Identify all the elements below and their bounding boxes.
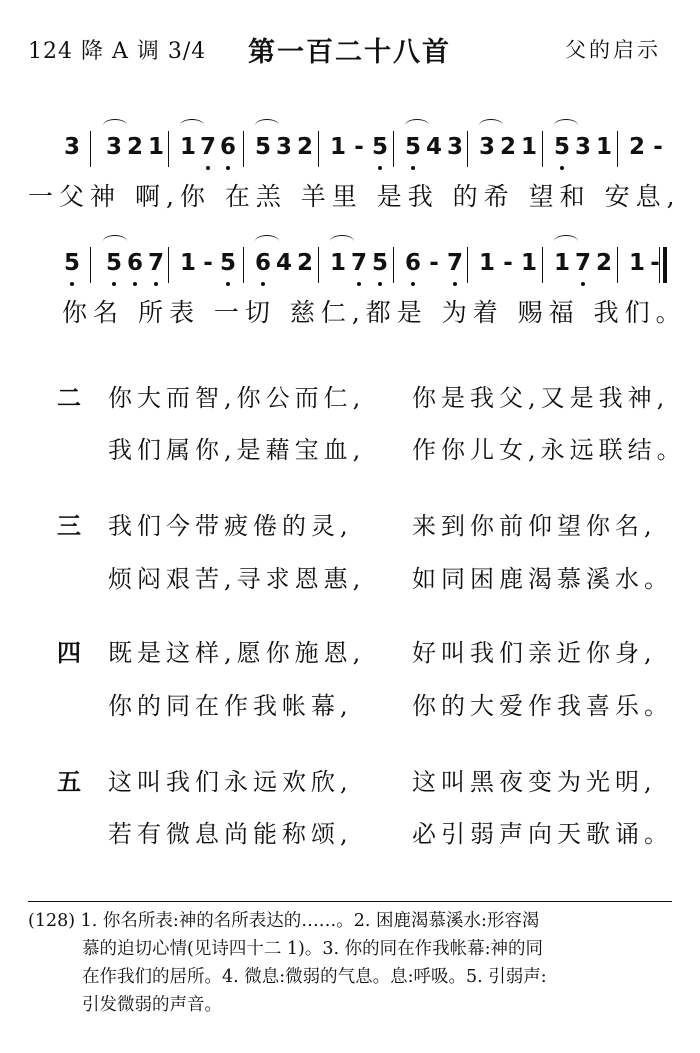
hymn-title: 第一百二十八首: [248, 37, 451, 68]
note: 1: [520, 134, 537, 160]
footnote-line: 在作我们的居所。4. 微息:微弱的气息。息:呼吸。5. 引弱声:: [82, 967, 547, 987]
low-octave-dot: [70, 282, 74, 286]
low-octave-dot: [411, 166, 415, 170]
footnote: [28, 907, 678, 1019]
bar-line: [90, 131, 91, 167]
verse-line: 烦闷艰苦,寻求恩惠,: [108, 565, 366, 593]
low-octave-dot: [453, 282, 457, 286]
footnote-line: 慕的迫切心情(见诗四十二 1)。3. 你的同在作我帐幕:神的同: [82, 939, 544, 959]
bar-line: [617, 247, 618, 283]
note: 5: [254, 134, 271, 160]
note: 5: [219, 250, 236, 276]
hymn-number-key: 124 降 A 调 3/4: [28, 39, 207, 64]
note: 6: [126, 250, 143, 276]
footnote-divider: [28, 901, 672, 902]
verse-number: 三: [57, 511, 81, 540]
note: 1: [628, 250, 645, 276]
footnote-line: 引发微弱的声音。: [82, 995, 222, 1015]
note: -: [354, 134, 364, 160]
final-bar-line: [659, 247, 667, 283]
lyrics-line-2: 你名 所表 一切 慈仁,都是 为着 赐福 我们。: [62, 298, 687, 327]
note: 1: [179, 250, 196, 276]
low-octave-dot: [206, 166, 210, 170]
verse-line: 你的同在作我帐幕,: [108, 692, 353, 720]
verse-line: 你大而智,你公而仁,: [108, 384, 366, 412]
low-octave-dot: [226, 282, 230, 286]
note: 5: [371, 134, 388, 160]
verse-line: 作你儿女,永远联结。: [412, 436, 686, 464]
note: 7: [574, 250, 591, 276]
note: 3: [275, 134, 292, 160]
note: 7: [446, 250, 463, 276]
lyrics-line-1: 一父神 啊,你 在羔 羊里 是我 的希 望和 安息,: [28, 182, 681, 211]
note: 5: [553, 134, 570, 160]
low-octave-dot: [261, 282, 265, 286]
note: 4: [425, 134, 442, 160]
bar-line: [243, 131, 244, 167]
verse-line: 必引弱声向天歌诵。: [412, 820, 673, 848]
note: 5: [63, 250, 80, 276]
footnote-line: (128) 1. 你名所表:神的名所表达的……。2. 困鹿渴慕溪水:形容渴: [28, 911, 540, 931]
bar-line: [617, 131, 618, 167]
verse-line: 好叫我们亲近你身,: [412, 639, 657, 667]
note: 6: [254, 250, 271, 276]
note: 2: [126, 134, 143, 160]
score-line-1: [0, 127, 700, 167]
verse-line: 若有微息尚能称颂,: [108, 820, 353, 848]
note: -: [503, 250, 513, 276]
note: 6: [404, 250, 421, 276]
note: 1: [329, 250, 346, 276]
note: 2: [499, 134, 516, 160]
note: 6: [219, 134, 236, 160]
verse-line: 这叫我们永远欢欣,: [108, 768, 353, 796]
note: -: [203, 250, 213, 276]
note: 3: [446, 134, 463, 160]
bar-line: [467, 131, 468, 167]
bar-line: [168, 131, 169, 167]
note: 3: [105, 134, 122, 160]
low-octave-dot: [226, 166, 230, 170]
bar-line: [542, 131, 543, 167]
low-octave-dot: [112, 282, 116, 286]
note: 7: [350, 250, 367, 276]
bar-line: [542, 247, 543, 283]
note: 5: [404, 134, 421, 160]
bar-line: [467, 247, 468, 283]
note: 2: [296, 250, 313, 276]
note: 3: [574, 134, 591, 160]
verse-line: 我们属你,是藉宝血,: [108, 436, 366, 464]
verse-line: 如同困鹿渴慕溪水。: [412, 565, 673, 593]
low-octave-dot: [154, 282, 158, 286]
hymn-subtitle: 父的启示: [565, 38, 661, 62]
note: 3: [63, 134, 80, 160]
note: 1: [520, 250, 537, 276]
note: 1: [553, 250, 570, 276]
verse-line: 既是这样,愿你施恩,: [108, 639, 366, 667]
low-octave-dot: [378, 166, 382, 170]
note: -: [429, 250, 439, 276]
note: -: [650, 250, 660, 276]
note: 4: [275, 250, 292, 276]
low-octave-dot: [357, 282, 361, 286]
verse-line: 来到你前仰望你名,: [412, 512, 657, 540]
note: 1: [478, 250, 495, 276]
verse-line: 我们今带疲倦的灵,: [108, 512, 353, 540]
low-octave-dot: [411, 282, 415, 286]
note: 1: [147, 134, 164, 160]
low-octave-dot: [378, 282, 382, 286]
note: 1: [595, 134, 612, 160]
bar-line: [393, 247, 394, 283]
bar-line: [318, 131, 319, 167]
verse-line: 你的大爱作我喜乐。: [412, 692, 673, 720]
note: 5: [105, 250, 122, 276]
verse-line: 这叫黑夜变为光明,: [412, 768, 657, 796]
note: 2: [595, 250, 612, 276]
verse-number: 四: [57, 638, 81, 667]
low-octave-dot: [133, 282, 137, 286]
note: 1: [179, 134, 196, 160]
note: 2: [628, 134, 645, 160]
note: 7: [199, 134, 216, 160]
low-octave-dot: [560, 166, 564, 170]
verse-line: 你是我父,又是我神,: [412, 384, 670, 412]
score-line-2: [0, 243, 700, 283]
note: 2: [296, 134, 313, 160]
bar-line: [90, 247, 91, 283]
verse-number: 二: [57, 383, 81, 412]
bar-line: [318, 247, 319, 283]
note: 5: [371, 250, 388, 276]
verse-number: 五: [57, 767, 81, 796]
note: 3: [478, 134, 495, 160]
bar-line: [243, 247, 244, 283]
note: -: [653, 134, 663, 160]
note: 1: [329, 134, 346, 160]
low-octave-dot: [581, 282, 585, 286]
bar-line: [393, 131, 394, 167]
note: 7: [147, 250, 164, 276]
bar-line: [168, 247, 169, 283]
